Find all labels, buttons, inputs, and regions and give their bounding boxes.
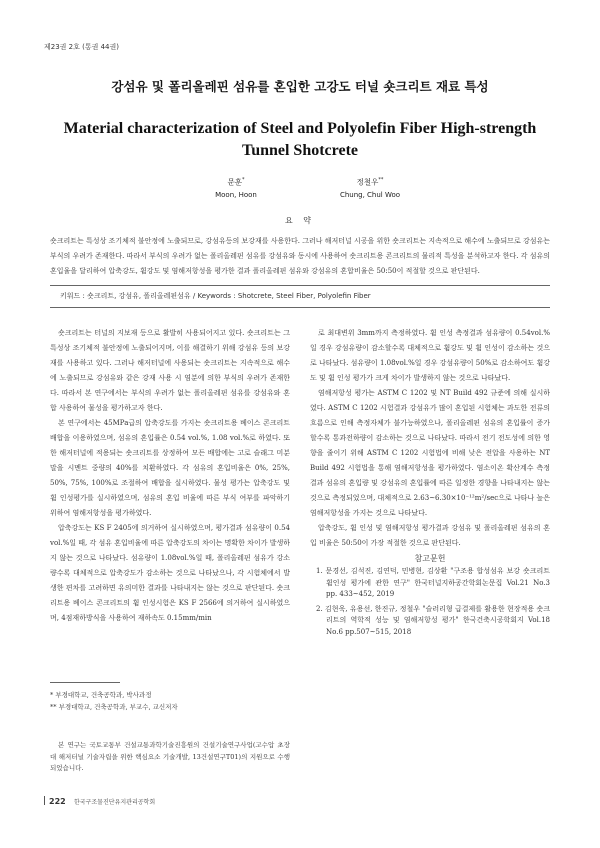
author-2-korean: 정철우 [356, 177, 379, 187]
author-1 [176, 174, 296, 201]
page-number-text: 222 [49, 797, 66, 806]
body-paragraph: 본 연구에서는 45MPa급의 압축강도를 가지는 숏크리트용 베이스 콘크리트 배합을 이용하였으며, 섬유의 혼입률은 0.54 vol.%, 1.08 vol.%로 하였다. 또한 해저터널에 적용되는 숏크리트를 상정하여 모든 배합에는 고로 슬래그 미분말을 시멘트 중량의 40%를 치환하였다. 각 섬유의 혼입비율은 0%, 25%, 50%, 75%, 100%로 조절하여 배합을 실시하였다. 물성 평가는 압축강도 및 휨 인성평가를 실시하였으며, 섬유의 혼입 비율에 따른 부식 여부를 파악하기 위하여 염해저항성을 평가하였다. [50, 419, 290, 517]
footnote-2: ** 부경대학교, 건축공학과, 부교수, 교신저자 [50, 703, 178, 711]
footnote-rule [50, 682, 120, 683]
body-paragraph: 염해저항성 평가는 ASTM C 1202 및 NT Build 492 규준에 의해 실시하였다. ASTM C 1202 시험결과 강섬유가 많이 혼입된 시험체는 과도한 전류의 흐름으로 인해 측정자체가 불가능하였으나, 폴리올레핀 섬유의 혼입률이 증가할수록 통과전하량이 감소하는 것으로 나타났다. 따라서 전기 전도성에 의한 영향을 줄이기 위해 ASTM C 1202 시험법에 비해 낮은 전압을 사용하는 NT Build 492 시험법을 통해 염해저항성을 평가하였다. 염소이온 확산계수 측정결과 섬유의 혼입량 및 강섬유의 혼입률에 따른 일정한 경향을 나타내지는 않는 것으로 측정되었으며, 대체적으로 2.63~6.30×10⁻¹²m²/sec으로 나타나 높은 염해저항성을 가지는 것으로 나타났다. [310, 389, 550, 517]
author-1-mark: * [242, 177, 245, 183]
author-2-mark: ** [378, 177, 384, 183]
reference-item: 1. 문경선, 김석진, 김연덕, 민병현, 김상환 "구조용 합성섬유 보강 숏크리트 휨인성 평가에 관한 연구" 한국터널지하공간학회논문집 Vol.21 No.3 pp. 433~452, 2019 [316, 567, 550, 598]
volume-header: 제23권 2호 (통권 44권) [44, 43, 119, 51]
references-heading: 참고문헌 [414, 554, 446, 563]
keywords-top-rule [50, 285, 550, 286]
keywords: 키워드 : 숏크리트, 강섬유, 폴리올레핀섬유 / Keywords : Shotcrete, Steel Fiber, Polyolefin Fiber [60, 292, 371, 300]
body-paragraph: 로 최대변위 3mm까지 측정하였다. 휨 인성 측정결과 섬유량이 0.54vol.%일 경우 강섬유량이 감소할수록 대체적으로 휨강도 및 휨 인성이 감소하는 것으로 나타났다. 섬유량이 1.08vol.%일 경우 강섬유량이 50%로 감소하여도 휨강도 및 휨 인성 평가가 크게 차이가 발생하지 않는 것으로 나타났다. [310, 329, 550, 382]
author-1-korean: 문훈 [227, 177, 242, 187]
author-2 [310, 174, 430, 201]
author-1-english: Moon, Hoon [215, 190, 257, 199]
page-number [44, 796, 66, 806]
abstract-heading: 요 약 [285, 216, 315, 225]
body-right-column [310, 326, 550, 641]
body-paragraph: 숏크리트는 터널의 지보재 등으로 활발히 사용되어지고 있다. 숏크리트는 그 특성상 조기체적 불안정에 노출되어지며, 이를 해결하기 위해 강섬유 등의 보강재를 사용하고 있다. 그러나 해저터널에 사용되는 숏크리트는 지속적으로 해수에 노출되므로 강섬유와 같은 강재 사용 시 염분에 의한 부식의 우려가 존재한다. 따라서 본 연구에서는 부식의 우려가 없는 폴리올레핀 섬유를 강섬유와 혼합 사용하여 물성을 평가하고자 한다. [50, 329, 290, 412]
reference-item: 2. 김현욱, 유용선, 한진규, 정철우 "슬러리형 급결제를 활용한 현장적용 숏크리트의 역학적 성능 및 염해저항성 평가" 한국건축시공학회지 Vol.18 No.6 pp.507~515, 2018 [316, 604, 550, 636]
author-2-english: Chung, Chul Woo [339, 190, 401, 199]
footnote-1: * 부경대학교, 건축공학과, 박사과정 [50, 691, 152, 699]
journal-name: 한국구조물진단유지관리공학회 [74, 799, 156, 806]
body-paragraph: 압축강도, 휨 인성 및 염해저항성 평가결과 강섬유 및 폴리올레핀 섬유의 혼입 비율은 50:50이 가장 적절한 것으로 판단된다. [310, 524, 550, 547]
body-paragraph: 압축강도는 KS F 2405에 의거하여 실시하였으며, 평가결과 섬유량이 0.54 vol.%일 때, 각 섬유 혼입비율에 따른 압축강도의 차이는 명확한 차이가 발생하지 않는 것으로 나타났다. 섬유량이 1.08vol.%일 때, 폴리올레핀 섬유가 강소량수록 대체적으로 압축강도가 감소하는 것으로 나타났으나, 각 시험체에서 발생한 편차를 고려하면 유의미한 결과를 나타내지는 않는 것으로 판단된다. 숏크리트용 베이스 콘크리트의 휨 인성시험은 KS F 2566에 의거하여 실시하였으며, 4점재하방식을 사용하여 재하속도 0.15mm/min [50, 524, 290, 622]
page-number-bar [44, 796, 45, 805]
title-korean: 강섬유 및 폴리올레핀 섬유를 혼입한 고강도 터널 숏크리트 재료 특성 [111, 79, 489, 94]
keywords-bottom-rule [50, 307, 550, 308]
abstract-text: 숏크리트는 특성상 조기체적 불안정에 노출되므로, 강섬유등의 보강재를 사용한다. 그러나 해저터널 시공을 위한 숏크리트는 지속적으로 해수에 노출되므로 강섬유는 부식의 우려가 존재한다. 따라서 부식의 우려가 없는 폴리올레핀 섬유를 강섬유와 동시에 사용하여 숏크리트용 콘크리트의 물리적 특성을 분석하고자 한다. 각 섬유의 혼입율을 달리하여 압축강도, 휨강도 및 염해저항성을 평가한 결과 폴리올레핀 섬유와 강섬유의 혼합비율은 50:50이 적절할 것으로 판단된다. [50, 237, 550, 275]
title-english: Material characterization of Steel and Polyolefin Fiber High-strength Tunnel Shotcrete [63, 120, 537, 159]
body-left-column [50, 326, 290, 626]
acknowledgement: 본 연구는 국토교통부 건설교통과학기술진흥원의 건설기술연구사업(고수압 초장대 해저터널 기술자립을 위한 핵심요소 기술개발, 13건설연구T01)의 지원으로 수행되었습니다. [50, 741, 290, 772]
